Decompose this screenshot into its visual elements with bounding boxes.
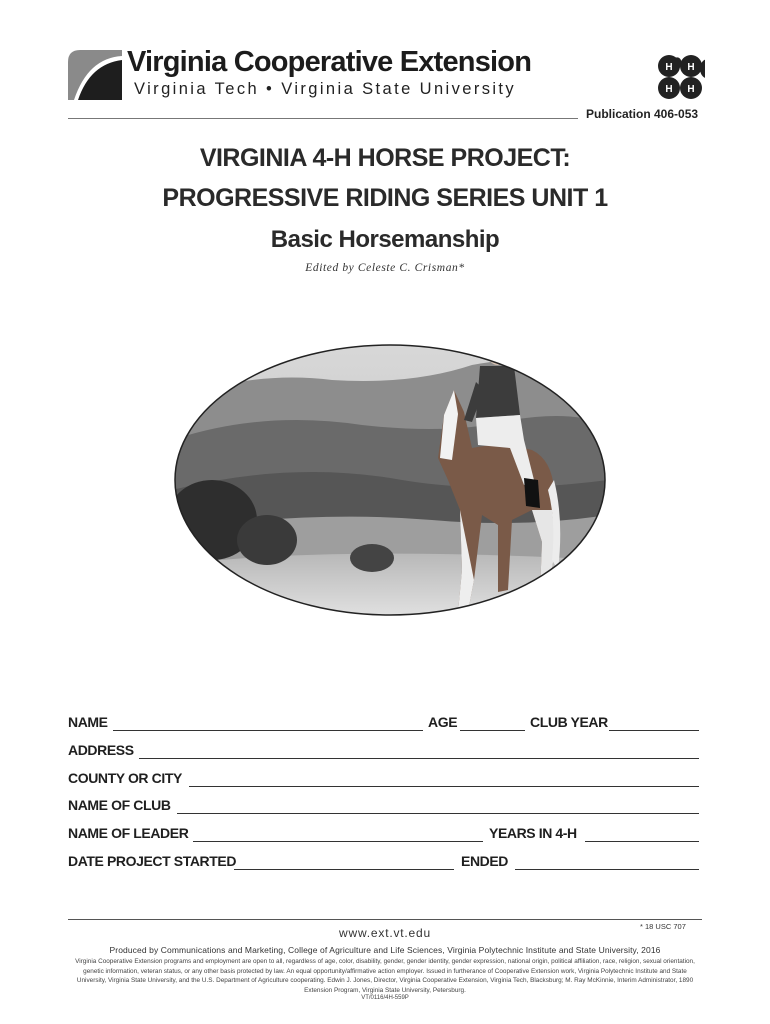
club-name-label: NAME OF CLUB: [68, 797, 171, 813]
leader-field[interactable]: [193, 841, 483, 842]
ended-label: ENDED: [461, 853, 509, 869]
county-field[interactable]: [189, 786, 699, 787]
age-field[interactable]: [460, 730, 525, 731]
title-line-2: PROGRESSIVE RIDING SERIES UNIT 1: [162, 184, 608, 212]
age-label: AGE: [428, 714, 458, 730]
editor-credit: Edited by Celeste C. Crisman*: [305, 262, 465, 274]
website-link[interactable]: www.ext.vt.edu: [339, 926, 431, 940]
footer-divider: [68, 919, 702, 920]
disclaimer: Virginia Cooperative Extension programs and employment are open to all, regardless of age, color, disability, gender, gender identity, gender expression, national origin, political affiliation, race, religion, sexual orientation, genetic information, veteran status, or any other basis protected by law. An equal opportunity/affirmative action employer. Issued in furtherance of Cooperative Extension work, Virginia Polytechnic Institute and State University, Virginia State University, and the U.S. Department of Agriculture cooperating. Edwin J. Jones, Director, Virginia Cooperative Extension, Virginia Tech, Blacksburg; M. Ray McKinnie, Interim Administrator, 1890 Extension Program, Virginia State University, Petersburg.: [75, 958, 695, 994]
clover-letter: H: [665, 62, 673, 73]
title-line-3: Basic Horsemanship: [270, 226, 500, 253]
leader-label: NAME OF LEADER: [68, 825, 189, 841]
publication-number: Publication 406-053: [586, 107, 699, 121]
name-label: NAME: [68, 714, 108, 730]
years-label: YEARS IN 4-H: [489, 825, 577, 841]
clover-letter: H: [665, 84, 673, 95]
logo-title: Virginia Cooperative Extension: [127, 46, 532, 78]
vce-logo-mark-icon: [68, 50, 122, 100]
produced-by: Produced by Communications and Marketing, College of Agriculture and Life Sciences, Virginia Polytechnic Institute and State University, 2016: [109, 945, 661, 955]
logo-subtitle: Virginia Tech • Virginia State University: [134, 80, 517, 98]
county-label: COUNTY OR CITY: [68, 770, 182, 786]
header-divider: [68, 118, 578, 119]
clover-letter: H: [687, 84, 695, 95]
ended-field[interactable]: [515, 869, 699, 870]
address-label: ADDRESS: [68, 742, 134, 758]
horse-rider-photo: [172, 330, 608, 622]
4h-clover-icon: [655, 52, 705, 102]
name-field[interactable]: [113, 730, 423, 731]
club-year-field[interactable]: [609, 730, 699, 731]
club-name-field[interactable]: [177, 813, 699, 814]
date-started-field[interactable]: [234, 869, 454, 870]
date-started-label: DATE PROJECT STARTED: [68, 853, 237, 869]
footnote: * 18 USC 707: [640, 922, 686, 931]
clover-letter: H: [687, 62, 695, 73]
club-year-label: CLUB YEAR: [530, 714, 608, 730]
years-field[interactable]: [585, 841, 699, 842]
title-line-1: VIRGINIA 4-H HORSE PROJECT:: [199, 144, 571, 172]
address-field[interactable]: [139, 758, 699, 759]
publication-code: VT/0116/4H-559P: [361, 995, 409, 1001]
